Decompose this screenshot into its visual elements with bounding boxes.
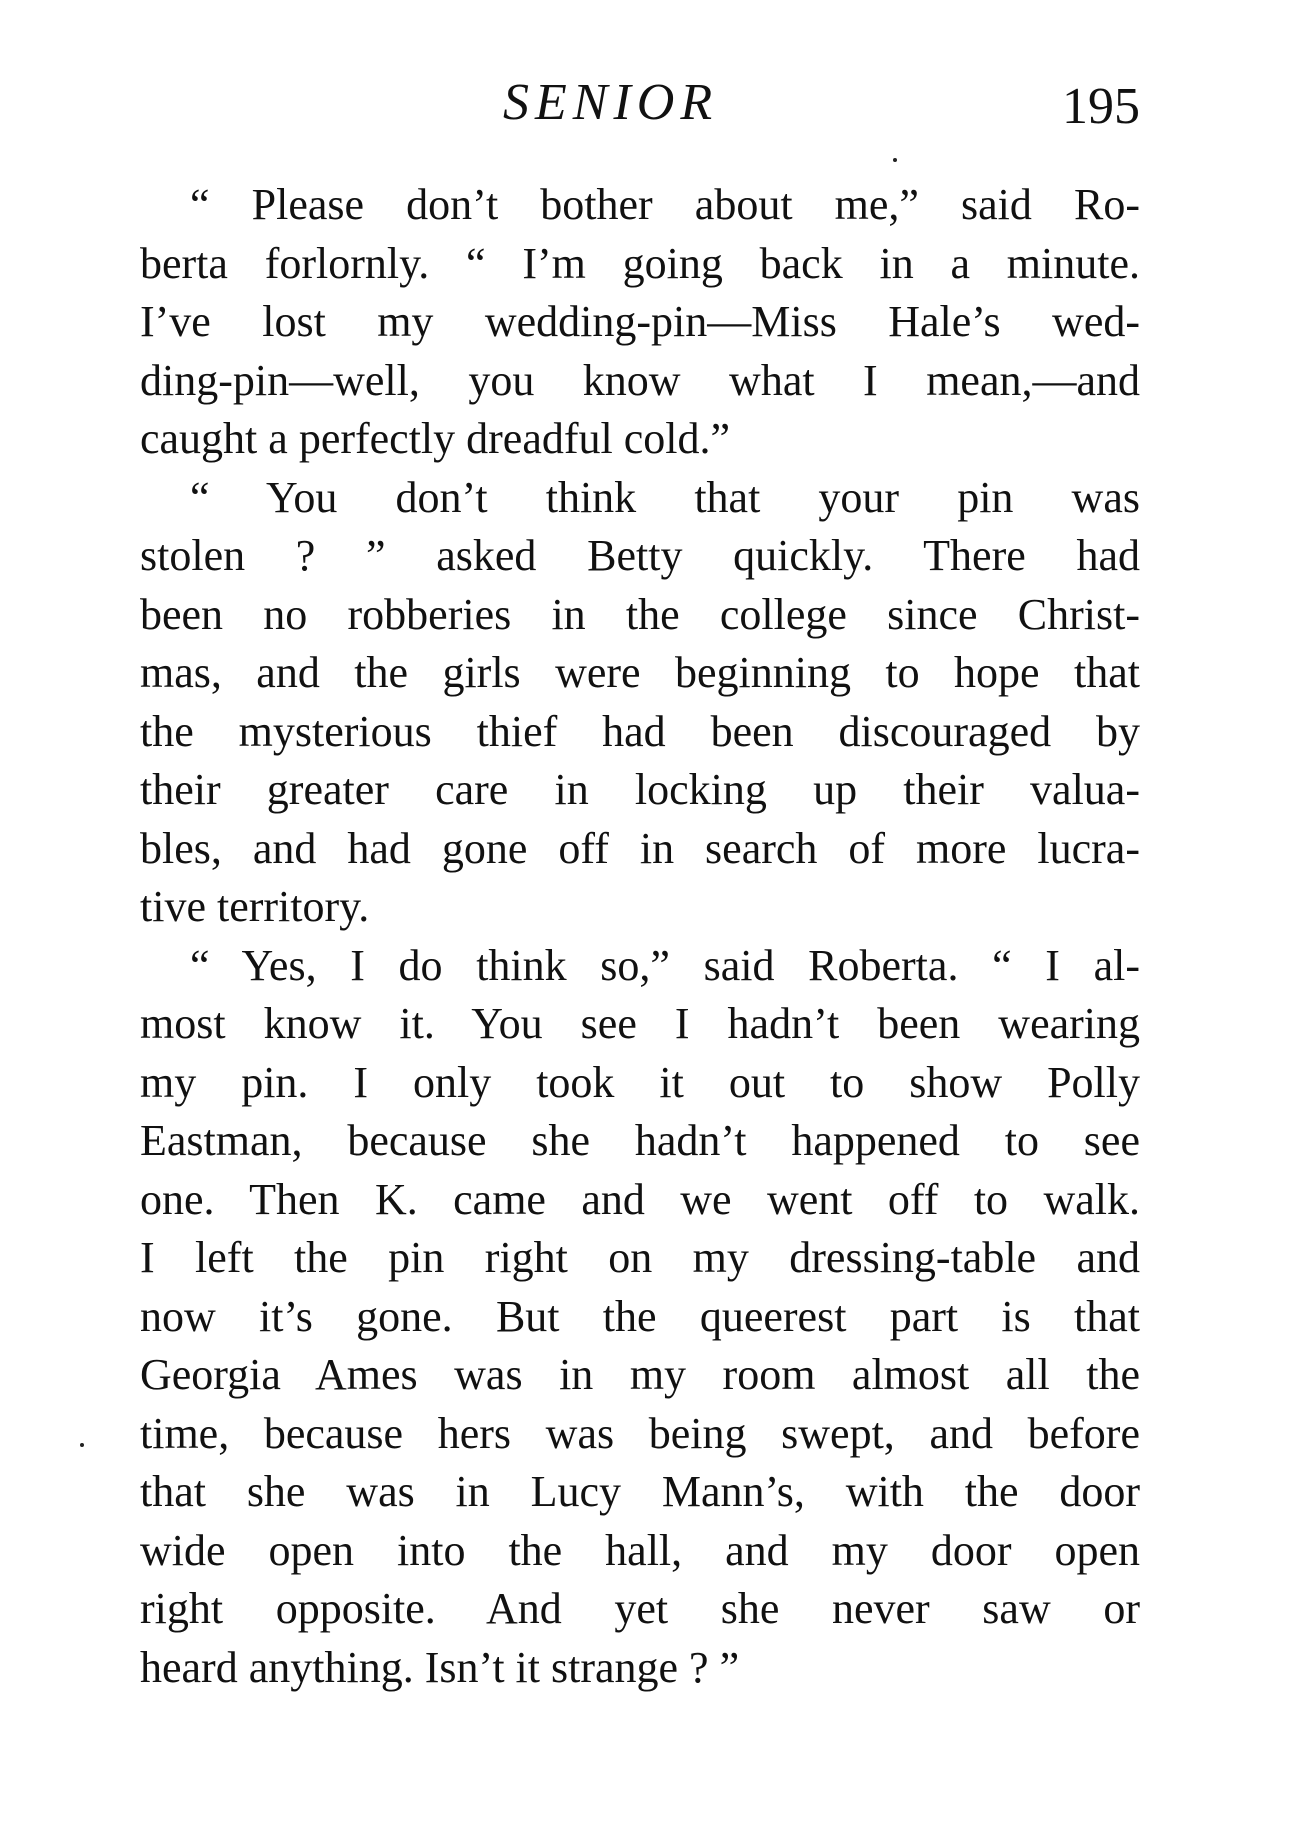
text-line: time, because hers was being swept, and before [140,1408,1140,1458]
text-line: most know it. You see I hadn’t been wearing [140,999,1140,1048]
text-line: heard anything. Isn’t it strange ? ” [140,1642,740,1692]
text-line: tive territory. [140,882,370,931]
text-line: right opposite. And yet she never saw or [140,1584,1140,1633]
text-line: ding-pin—well, you know what I mean,—and [140,355,1140,405]
paragraph [140,937,1140,1698]
text-line: Georgia Ames was in my room almost all the [140,1350,1140,1399]
text-line: mas, and the girls were beginning to hope that [140,648,1140,697]
ink-speck [80,1443,84,1447]
text-line: that she was in Lucy Mann’s, with the door [140,1467,1140,1516]
text-line: wide open into the hall, and my door open [140,1525,1140,1575]
running-title: SENIOR [503,74,719,131]
text-line: their greater care in locking up their valua- [140,765,1140,814]
text-line: been no robberies in the college since Christ- [140,589,1140,639]
text-line: now it’s gone. But the queerest part is that [140,1291,1140,1341]
text-line: “ Yes, I do think so,” said Roberta. “ I al- [190,940,1140,990]
text-line: caught a perfectly dreadful cold.” [140,414,731,463]
page-number: 195 [1062,78,1140,135]
paragraph [140,469,1140,937]
text-line: stolen ? ” asked Betty quickly. There had [140,531,1140,580]
text-line: I left the pin right on my dressing-table and [140,1233,1140,1282]
text-line: bles, and had gone off in search of more lucra- [140,823,1140,873]
text-line: Eastman, because she hadn’t happened to see [140,1116,1140,1165]
text-line: “ Please don’t bother about me,” said Ro- [190,180,1140,229]
body-text [140,176,1140,1697]
text-line: berta forlornly. “ I’m going back in a minute. [140,238,1140,288]
paragraph [140,176,1140,469]
text-line: I’ve lost my wedding-pin—Miss Hale’s wed- [140,297,1140,346]
ink-speck [893,158,897,162]
text-line: my pin. I only took it out to show Polly [140,1057,1140,1107]
text-line: one. Then K. came and we went off to walk. [140,1174,1140,1224]
text-line: the mysterious thief had been discouraged by [140,706,1140,756]
page-header [140,68,1140,138]
text-line: “ You don’t think that your pin was [190,472,1140,522]
